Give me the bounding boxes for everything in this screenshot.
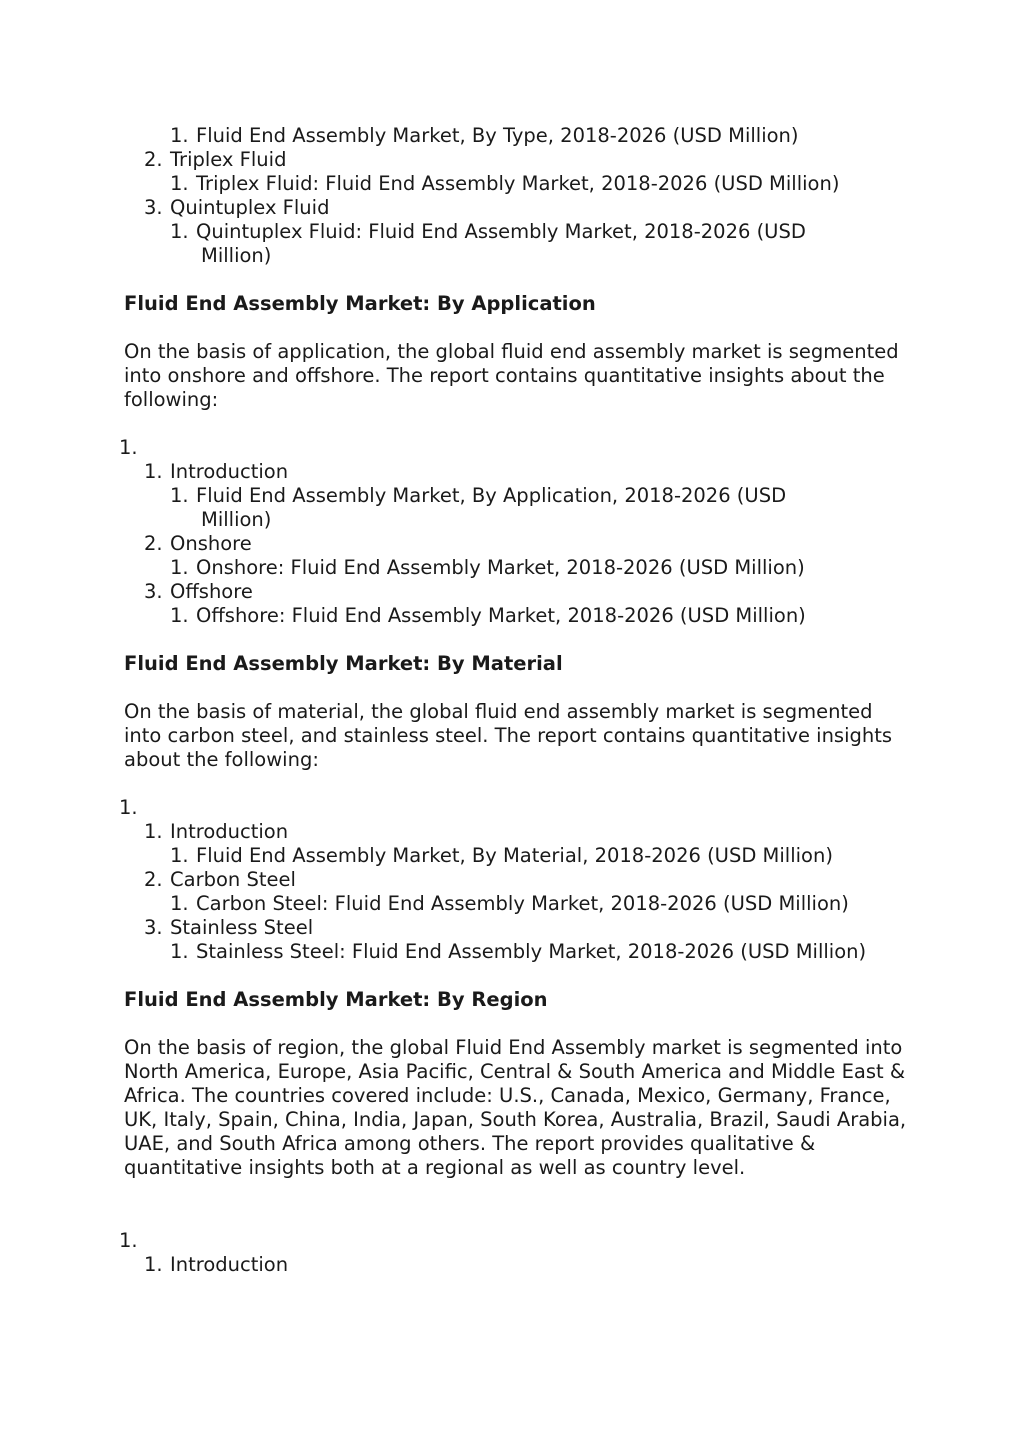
list-item-text: Onshore: Fluid End Assembly Market, 2018-2026 (USD Million)	[196, 556, 805, 579]
list-item-continuation: Million)	[201, 244, 272, 267]
paragraph-application: On the basis of application, the global fluid end assembly market is segmented into onshore and offshore. The report contains quantitative insights about the following:	[124, 340, 899, 411]
list-item-text: Quintuplex Fluid: Fluid End Assembly Market, 2018-2026 (USD	[196, 220, 806, 243]
list-item	[170, 124, 799, 148]
list-item	[144, 916, 313, 940]
list-number: 1.	[170, 892, 189, 915]
list-number: 2.	[144, 868, 163, 891]
list-number: 1.	[170, 604, 189, 627]
list-item-text: Triplex Fluid	[170, 148, 287, 171]
list-item-text: Carbon Steel	[170, 868, 296, 891]
list-number: 1.	[170, 556, 189, 579]
list-item-text: Fluid End Assembly Market, By Material, 2018-2026 (USD Million)	[196, 844, 833, 867]
list-item	[144, 148, 286, 172]
list-number: 1.	[144, 1253, 163, 1276]
list-item-text: Onshore	[170, 532, 252, 555]
section-heading-region: Fluid End Assembly Market: By Region	[124, 988, 548, 1011]
list-number: 1.	[119, 436, 138, 459]
list-number: 1.	[170, 172, 189, 195]
list-number: 3.	[144, 580, 163, 603]
list-number: 1.	[170, 844, 189, 867]
list-number: 2.	[144, 532, 163, 555]
section-heading-material: Fluid End Assembly Market: By Material	[124, 652, 563, 675]
list-number: 2.	[144, 148, 163, 171]
list-item-text: Triplex Fluid: Fluid End Assembly Market, 2018-2026 (USD Million)	[196, 172, 840, 195]
list-number: 1.	[170, 124, 189, 147]
list-number: 3.	[144, 916, 163, 939]
list-number: 1.	[170, 940, 189, 963]
list-item-text: Stainless Steel	[170, 916, 314, 939]
list-item	[170, 172, 839, 196]
list-number: 3.	[144, 196, 163, 219]
list-item	[170, 940, 866, 964]
list-item-text: Introduction	[170, 1253, 289, 1276]
list-number: 1.	[119, 796, 138, 819]
list-item	[170, 556, 805, 580]
list-item	[144, 196, 329, 220]
list-item-text: Fluid End Assembly Market, By Application, 2018-2026 (USD	[196, 484, 787, 507]
list-item	[170, 892, 849, 916]
list-item	[170, 604, 806, 628]
list-item	[170, 484, 786, 508]
list-number: 1.	[170, 220, 189, 243]
list-item	[144, 1253, 288, 1277]
list-item-text: Introduction	[170, 820, 289, 843]
list-item-text: Offshore	[170, 580, 253, 603]
list-item-text: Carbon Steel: Fluid End Assembly Market, 2018-2026 (USD Million)	[196, 892, 849, 915]
list-item	[170, 220, 806, 244]
list-item-text: Fluid End Assembly Market, By Type, 2018-2026 (USD Million)	[196, 124, 799, 147]
list-item	[144, 580, 253, 604]
list-item-continuation: Million)	[201, 508, 272, 531]
list-item-text: Introduction	[170, 460, 289, 483]
list-item	[144, 868, 296, 892]
list-item-text: Offshore: Fluid End Assembly Market, 2018-2026 (USD Million)	[196, 604, 806, 627]
section-heading-application: Fluid End Assembly Market: By Application	[124, 292, 596, 315]
list-number: 1.	[119, 1229, 138, 1252]
list-item	[144, 532, 252, 556]
list-number: 1.	[144, 460, 163, 483]
list-item	[144, 460, 288, 484]
list-number: 1.	[144, 820, 163, 843]
paragraph-region: On the basis of region, the global Fluid End Assembly market is segmented into North America, Europe, Asia Pacific, Central & South America and Middle East & Africa. The countries covered include: U.S., Canada, Mexico, Germany, France, UK, Italy, Spain, China, India, Japan, South Korea, Australia, Brazil, Saudi Arabia, UAE, and South Africa among others. The report provides qualitative & quantitative insights both at a regional as well as country level.	[124, 1036, 907, 1179]
list-item-text: Quintuplex Fluid	[170, 196, 330, 219]
list-item-text: Stainless Steel: Fluid End Assembly Market, 2018-2026 (USD Million)	[196, 940, 867, 963]
list-item	[170, 844, 833, 868]
paragraph-material: On the basis of material, the global fluid end assembly market is segmented into carbon steel, and stainless steel. The report contains quantitative insights about the following:	[124, 700, 893, 771]
list-number: 1.	[170, 484, 189, 507]
list-item	[144, 820, 288, 844]
